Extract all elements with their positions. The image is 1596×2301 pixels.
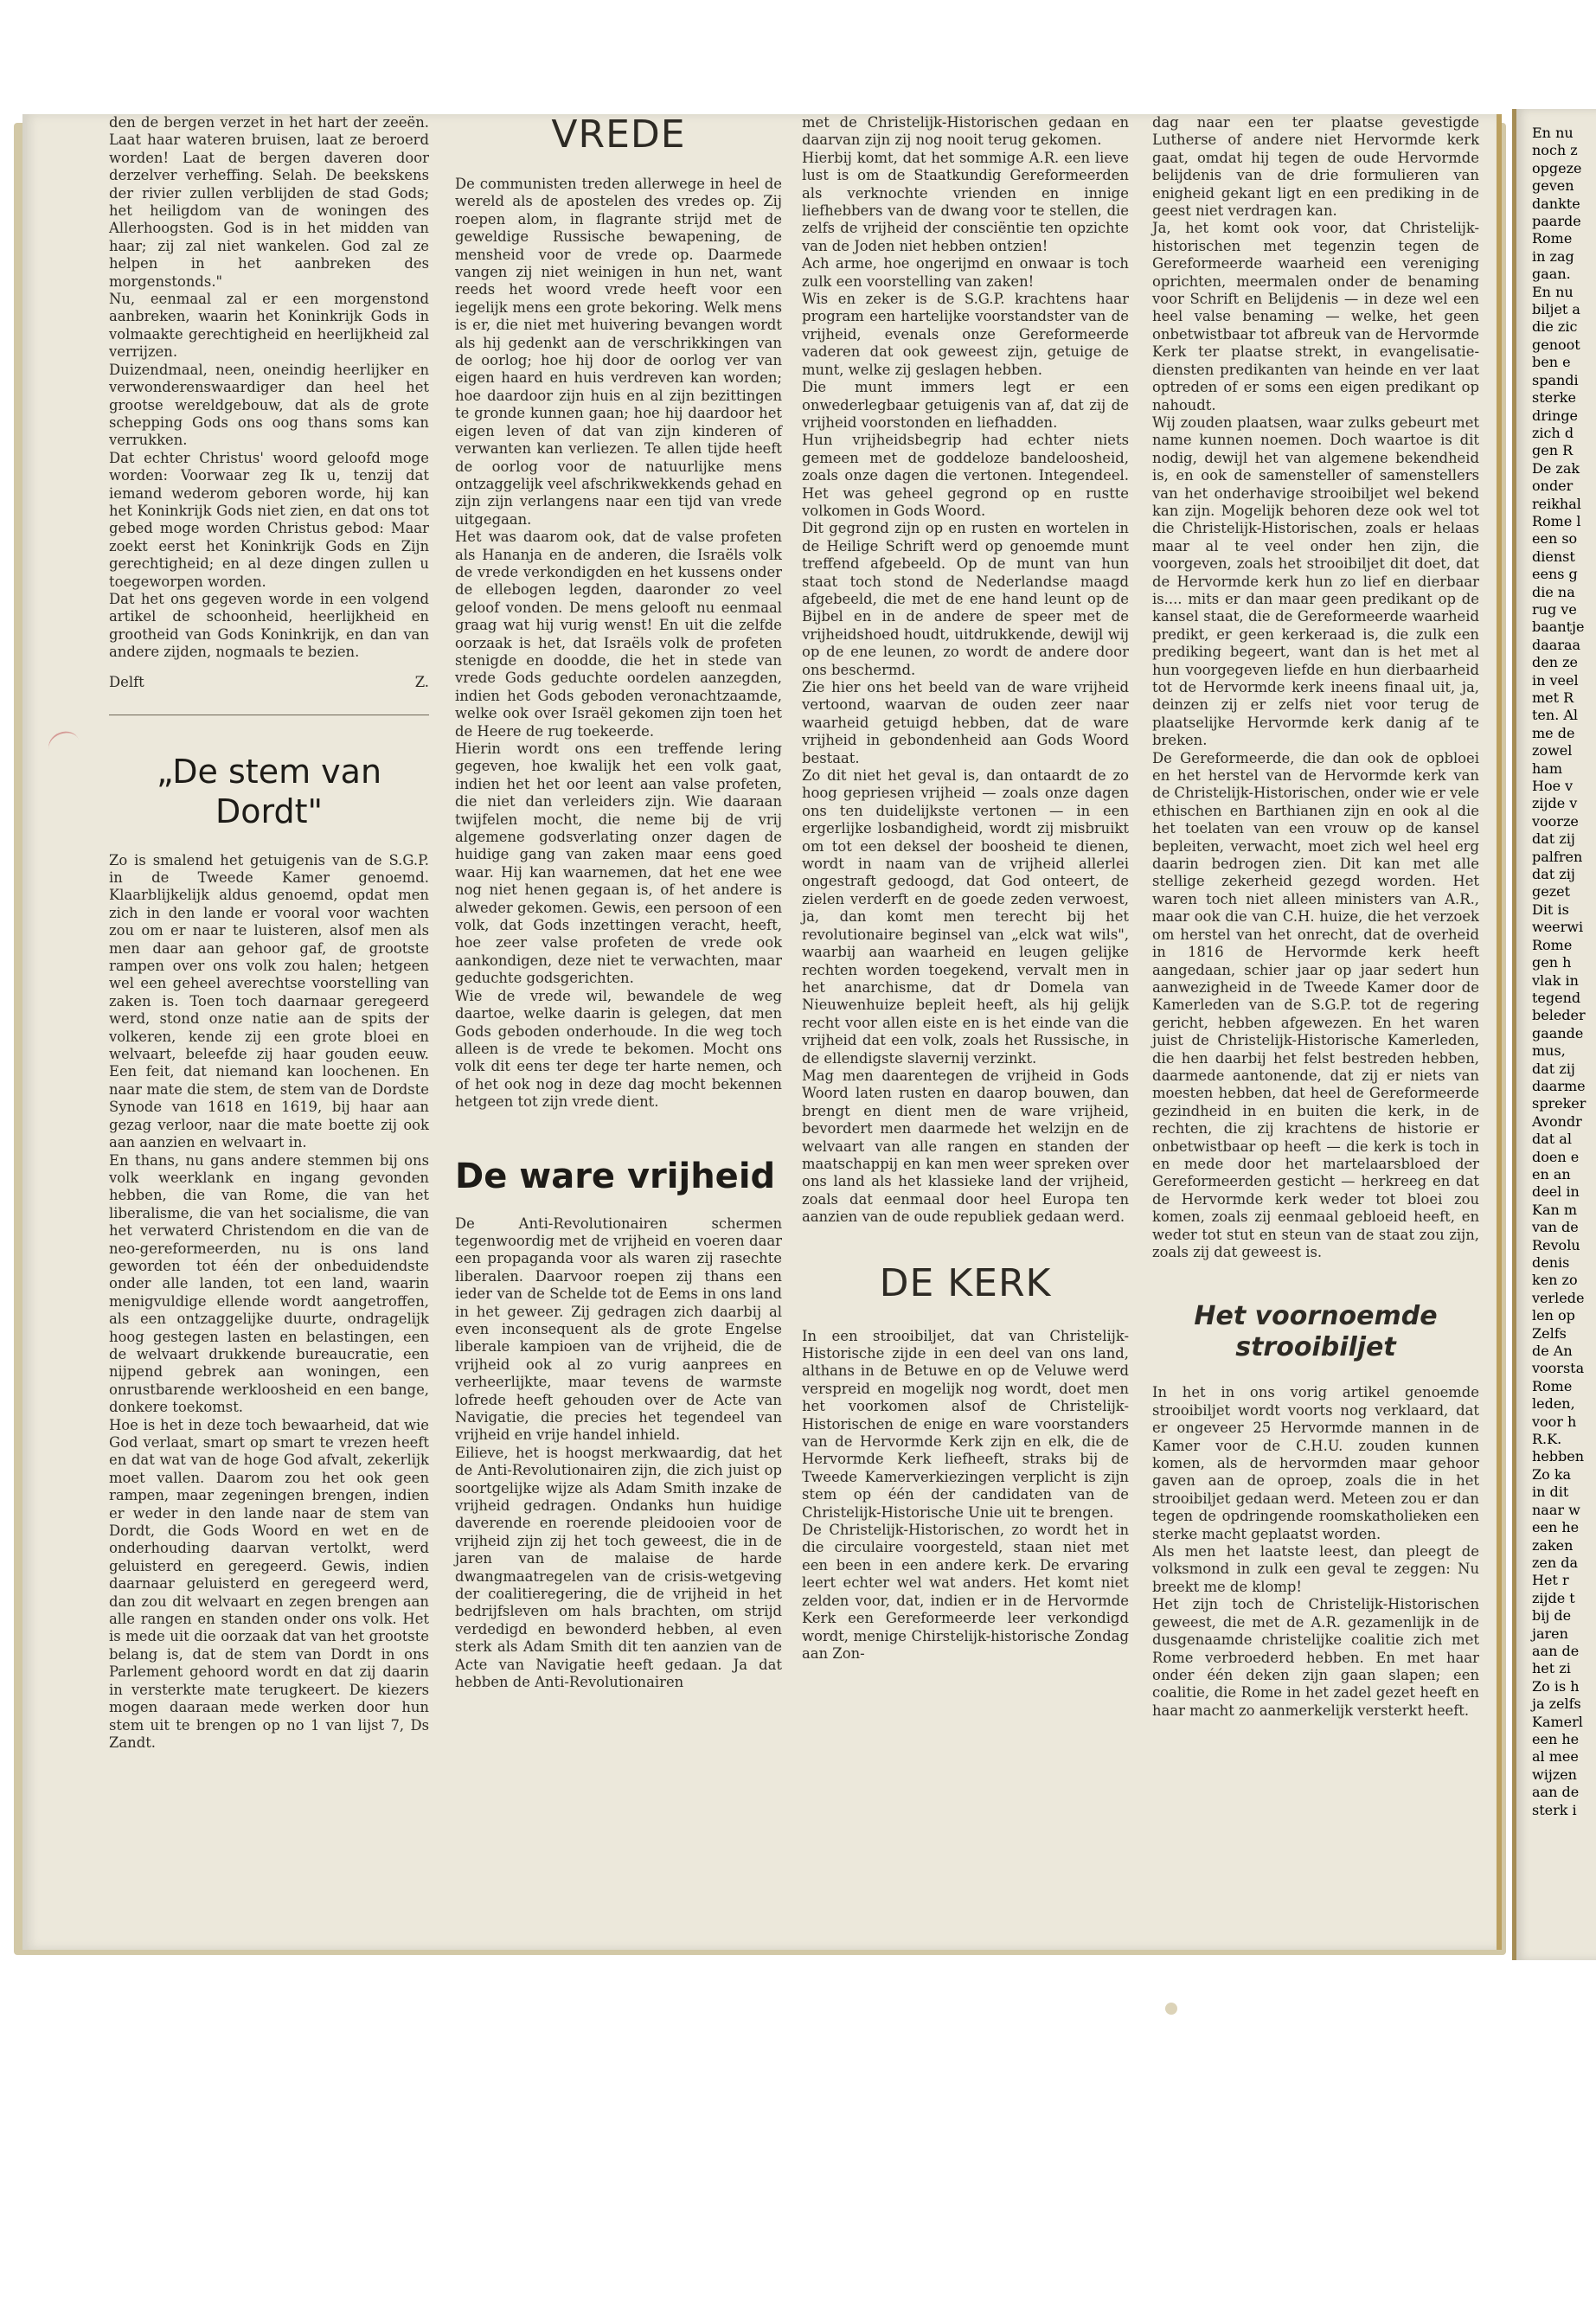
signature-line xyxy=(109,674,429,690)
paragraph: Wie de vrede wil, bewandele de weg daartoe, welke daarin is gelegen, dat men Gods geboden onderhoude. In die weg toch alleen is de vrede te bekomen. Mocht ons volk dit eens ter dege ter harte nemen, och of het ook nog in deze dag mocht bekennen hetgeen tot zijn vrede dient. xyxy=(455,987,782,1111)
adjacent-page-line: vlak in xyxy=(1532,971,1579,989)
paragraph: Duizendmaal, neen, oneindig heerlijker en verwonderenswaardiger dan heel het grootse wereldgebouw, dat als de grote schepping Gods ons oog thans soms kan verrukken. xyxy=(109,361,429,449)
paragraph: Wis en zeker is de S.G.P. krachtens haar program een hartelijke voorstandster van de vrijheid, evenals onze Gereformeerde vaderen dat ook geweest zijn, getuige de munt, welke zij geslagen hebben. xyxy=(802,291,1129,378)
paragraph: Hun vrijheidsbegrip had echter niets gemeen met de goddeloze bandeloosheid, zoals onze dagen die vertonen. Integendeel. Het was geheel gegrond op en rustte volkomen in Gods Woord. xyxy=(802,432,1129,519)
adjacent-page-line: die na xyxy=(1532,583,1575,600)
adjacent-page-line: Zo is h xyxy=(1532,1677,1580,1695)
adjacent-page-line: rug ve xyxy=(1532,600,1577,618)
adjacent-page-line: Kan m xyxy=(1532,1201,1578,1218)
adjacent-page-line: jaren xyxy=(1532,1625,1568,1642)
adjacent-page-line: genoot xyxy=(1532,336,1580,353)
adjacent-page-line: zowel xyxy=(1532,742,1573,760)
adjacent-page-line: het zi xyxy=(1532,1660,1571,1677)
paragraph: Dit gegrond zijn op en rusten en wortelen in de Heilige Schrift werd op genoemde munt treffend afgebeeld. Op de munt van hun staat toch stond de Nederlandse maagd afgebeeld, die met de ene hand leunt op de Bijbel en in de andere de speer met de vrijheidshoed houdt, uitdrukkende, dewijl wij op de ene leunen, zo wordt de andere door ons beschermd. xyxy=(802,520,1129,678)
adjacent-page-line: Avondr xyxy=(1532,1112,1582,1130)
paragraph: Hoe is het in deze toch bewaarheid, dat wie God verlaat, smart op smart te vrezen heeft en dat wat van de hoge God afvalt, zekerlijk moet vallen. Daarom zou het ook geen rampen, maar zegeningen brengen, indien er weder in den lande naar de stem van Dordt, die Gods Woord en wet en de onderhouding daarvan vertolkt, werd geluisterd en geregeerd. Gewis, indien daarnaar geluisterd en geregeerd werd, dan zou dit welvaart en zegen brengen aan alle rangen en standen onder ons volk. Het is mede uit die oorzaak dat van het grootste belang is, dat de stem van Dordt in ons Parlement gehoord wordt en dat zij daarin in versterkte mate terugkeert. De kiezers mogen daaraan mede werken door hun stem uit te brengen op no 1 van lijst 7, Ds Zandt. xyxy=(109,1416,429,1751)
adjacent-page-line: voorze xyxy=(1532,812,1579,830)
paragraph: Dat echter Christus' woord geloofd moge worden: Voorwaar zeg Ik u, tenzij dat iemand wederom geboren worde, hij kan het Koninkrijk Gods niet zien, en dat ons tot gebed moge worden Christus gebod: Maar zoekt eerst het Koninkrijk Gods en Zijn gerechtigheid; en al deze dingen zullen u toegeworpen worden. xyxy=(109,449,429,590)
adjacent-page-line: zijde v xyxy=(1532,795,1578,812)
adjacent-page-line: gaande xyxy=(1532,1024,1584,1042)
adjacent-page-line: voorsta xyxy=(1532,1360,1585,1377)
adjacent-page-line: me de xyxy=(1532,724,1575,741)
adjacent-page-line: aan de xyxy=(1532,1784,1580,1801)
adjacent-page-line: doen e xyxy=(1532,1148,1580,1165)
adjacent-page-line: dat al xyxy=(1532,1131,1572,1148)
adjacent-page-line: aan de xyxy=(1532,1642,1580,1659)
adjacent-page-line: een he xyxy=(1532,1519,1580,1536)
adjacent-page-line: gen R xyxy=(1532,442,1574,459)
adjacent-page-line: die zic xyxy=(1532,318,1578,336)
adjacent-page-line: ten. Al xyxy=(1532,707,1579,724)
paragraph: Zo is smalend het getuigenis van de S.G.P. in de Tweede Kamer genoemd. Klaarblijkelijk aldus genoemd, opdat men zich in den lande er vooral voor wachten zou om er naar te luisteren, alsof men als men daar aan gehoor gaf, de grootste rampen over ons volk zou halen; hetgeen wel een geheel averechtse voorstelling van zaken is. Toen toch daarnaar geregeerd werd, stond onze natie aan de spits der volkeren, kende zij een grote bloei en welvaart, beleefde zij haar gouden eeuw. Een feit, dat niemand kan loochenen. En naar mate die stem, de stem van de Dordste Synode van 1618 en 1619, bij haar aan gezag verloor, naar die mate boette zij ook aan aanzien en welvaart in. xyxy=(109,851,429,1151)
adjacent-page-line: ben e xyxy=(1532,354,1571,371)
paragraph: Het was daarom ook, dat de valse profeten als Hananja en de anderen, die Israëls volk de vrede verkondigden en het kussens onder de ellebogen legden, daaronder zo veel geloof vonden. De mens gelooft nu eenmaal graag wat hij vurig wenst! En uit die zelfde oorzaak is het, dat Israëls volk de profeten stenigde en doodde, die het in stede van vrede Gods geduchte oordelen aanzegden, indien het Gods geboden veronachtzaamde, welke ook over Israël gekomen zijn toen het de Heere de rug toekeerde. xyxy=(455,529,782,740)
adjacent-page-line: paarde xyxy=(1532,213,1581,230)
adjacent-page-line: in veel xyxy=(1532,671,1579,689)
adjacent-page-line: baantje xyxy=(1532,619,1585,636)
adjacent-page-line: reikhal xyxy=(1532,495,1581,512)
adjacent-page-line: palfren xyxy=(1532,848,1583,865)
column-4 xyxy=(1152,114,1479,1720)
paragraph: Wij zouden plaatsen, waar zulks gebeurt met name kunnen noemen. Doch waartoe is dit nodig, dewijl het van algemene bekendheid is, en ook de samensteller of samenstellers van het onderhavige strooibiljet wel bekend kan zijn. Mogelijk behoren deze ook wel tot die Christelijk-Historischen, zoals er helaas maar al te veel onder hen zijn, die voorgeven, zoals het strooibiljet dit doet, dat de Hervormde kerk hun zo lief en dierbaar is.... mits er dan maar geen predikant op de kansel staat, die de Gereformeerde waarheid predikt, er geen kerkeraad is, die zulk een prediking begeert, want dan is het met al hun voorgegeven liefde en hun dierbaarheid tot de Hervormde kerk ineens finaal uit, ja, deinzen zij er zelfs niet voor terug de plaatselijke Hervormde kerk danig af te breken. xyxy=(1152,413,1479,749)
adjacent-page-line: de An xyxy=(1532,1343,1573,1360)
adjacent-page-line: van de xyxy=(1532,1219,1579,1236)
adjacent-page-line: daaraa xyxy=(1532,636,1581,653)
adjacent-page-line: daarme xyxy=(1532,1077,1586,1094)
adjacent-page-line: opgeze xyxy=(1532,159,1582,176)
column-1 xyxy=(109,114,429,1752)
adjacent-page-text xyxy=(1532,125,1596,1819)
adjacent-page-line: onder xyxy=(1532,478,1574,495)
headline-voornoemde-strooibiljet: Het voornoemde strooibiljet xyxy=(1194,1301,1438,1363)
paragraph: dag naar een ter plaatse gevestigde Lutherse of andere niet Hervormde kerk gaat, omdat hij tegen de oude Hervormde belijdenis van de drie formulieren van enigheid gekant ligt en een prediking in de geest niet verdragen kan. xyxy=(1152,114,1479,220)
adjacent-page-edge xyxy=(1512,109,1596,1960)
adjacent-page-line: En nu xyxy=(1532,283,1574,300)
adjacent-page-line: den ze xyxy=(1532,654,1578,671)
adjacent-page-line: mus, xyxy=(1532,1042,1566,1060)
adjacent-page-line: voor h xyxy=(1532,1413,1577,1430)
adjacent-page-line: in dit xyxy=(1532,1484,1569,1501)
adjacent-page-line: sterk i xyxy=(1532,1801,1577,1818)
adjacent-page-line: spandi xyxy=(1532,371,1579,388)
adjacent-page-line: dringe xyxy=(1532,407,1579,424)
adjacent-page-line: een he xyxy=(1532,1730,1580,1747)
adjacent-page-line: Zo ka xyxy=(1532,1465,1572,1483)
paragraph: Eilieve, het is hoogst merkwaardig, dat het de Anti-Revolutionairen zijn, die zich juist op soortgelijke wijze als Adam Smith inzake de vrijheid gedragen. Ondanks hun huidige daverende en roerende pleidooien voor de vrijheid zijn zij het toch geweest, die in de jaren van de malaise de harde dwangmaatregelen van de crisis-wetgeving der coalitieregering, die de vrijheid in het bedrijfsleven om hals brachten, om strijd verdedigd en bewonderd hebben, al even sterk als Adam Smith dit ten aanzien van de Acte van Navigatie heeft gedaan. Ja dat hebben de Anti-Revolutionairen xyxy=(455,1444,782,1691)
adjacent-page-line: zen da xyxy=(1532,1554,1579,1571)
paragraph: Het zijn toch de Christelijk-Historischen geweest, die met de A.R. gezamenlijk in de dusgenaamde christelijke coalitie zich met Rome verbroederd hebben. En met haar onder één deken zijn gaan slapen; een coalitie, die Rome in het zadel gezet heeft en haar macht zo aanmerkelijk versterkt heeft. xyxy=(1152,1596,1479,1719)
adjacent-page-line: zich d xyxy=(1532,424,1574,441)
paragraph: In het in ons vorig artikel genoemde strooibiljet wordt voorts nog verklaard, dat er ongeveer 25 Hervormde mannen in de Kamer voor de C.H.U. zouden kunnen komen, als de hervormden maar gehoor gaven aan de oproep, zoals die in het strooibiljet gedaan werd. Meteen zou er dan tegen de opdringende roomskatholieken een sterke macht geplaatst worden. xyxy=(1152,1384,1479,1542)
adjacent-page-line: weerwi xyxy=(1532,919,1584,936)
headline-vrede: VREDE xyxy=(551,112,686,157)
adjacent-page-line: wijzen xyxy=(1532,1766,1577,1783)
paragraph: De Christelijk-Historischen, zo wordt het in die circulaire voorgesteld, staan niet met een been in een andere kerk. De ervaring leert echter wel wat anders. Het komt niet zelden voor, dat, indien er in de Hervormde Kerk een Gereformeerde leer verkondigd wordt, menige Chirstelijk-historische Zondag aan Zon- xyxy=(802,1522,1129,1662)
adjacent-page-line: gen h xyxy=(1532,954,1572,971)
adjacent-page-line: beleder xyxy=(1532,1007,1586,1024)
paragraph: Zo dit niet het geval is, dan ontaardt de zo hoog gepriesen vrijheid — zoals onze dagen ons ten duidelijkste vertonen — in een ergerlijke losbandigheid, wordt zij misbruikt om tot een deksel der boosheid te dienen, wordt in naam van de vrijheid allerlei ongestraft gedoogd, dat God onteert, de zielen verderft en de goede zeden verwoest, ja, dan komt men terecht bij het revolutionaire beginsel van „elck wat wils", waarbij aan waarheid en leugen gelijke rechten worden toegekend, vervalt men in het anarchisme, dat dr Domela van Nieuwenhuize bepleit heeft, als hij gelijk recht voor allen eiste en is het einde van die vrijheid dat een volk, zoals het Russische, in de ellendigste slavernij verzinkt. xyxy=(802,767,1129,1067)
adjacent-page-line: Hoe v xyxy=(1532,778,1574,795)
adjacent-page-line: gezet xyxy=(1532,883,1571,901)
adjacent-page-line: met R xyxy=(1532,689,1574,706)
adjacent-page-line: De zak xyxy=(1532,459,1580,477)
adjacent-page-line: noch z xyxy=(1532,142,1578,159)
adjacent-page-line: ken zo xyxy=(1532,1272,1578,1289)
adjacent-page-line: eens g xyxy=(1532,566,1578,583)
adjacent-page-line: biljet a xyxy=(1532,301,1580,318)
adjacent-page-line: spreker xyxy=(1532,1095,1586,1112)
headline-de-kerk: DE KERK xyxy=(879,1260,1052,1305)
adjacent-page-line: bij de xyxy=(1532,1607,1572,1625)
adjacent-page-line: R.K. xyxy=(1532,1431,1562,1448)
adjacent-page-line: leden, xyxy=(1532,1395,1575,1413)
place-name: Delft xyxy=(109,673,144,690)
adjacent-page-line: Rome xyxy=(1532,230,1573,247)
adjacent-page-line: Kamerl xyxy=(1532,1713,1583,1730)
adjacent-page-line: dat zij xyxy=(1532,1060,1575,1077)
adjacent-page-line: Rome l xyxy=(1532,512,1581,529)
author-initial: Z. xyxy=(414,673,429,690)
adjacent-page-line: sterke xyxy=(1532,389,1576,407)
adjacent-page-line: dat zij xyxy=(1532,866,1575,883)
adjacent-page-line: geven xyxy=(1532,177,1574,195)
adjacent-page-line: len op xyxy=(1532,1307,1575,1324)
column-3 xyxy=(802,114,1129,1663)
adjacent-page-line: tegend xyxy=(1532,989,1581,1006)
adjacent-page-line: denis xyxy=(1532,1254,1570,1271)
adjacent-page-line: Rome xyxy=(1532,1377,1573,1394)
paragraph: De Anti-Revolutionairen schermen tegenwoordig met de vrijheid en voeren daar een propaganda voor als waren zij rasechte liberalen. Daarvoor roepen zij thans een ieder van de Schelde tot de Eems in ons land in het geweer. Zij gedragen zich daarbij al even inconsequent als de grote Engelse liberale kampioen van de vrijheid, die de vrijheid ook al zo vurig aanprees en verheerlijkte, maar tevens de warmste lofrede heeft gehouden over de Acte van Navigatie, die precies het tegendeel van vrijheid en vrije handel inhield. xyxy=(455,1215,782,1444)
paragraph: Ach arme, hoe ongerijmd en onwaar is toch zulk een voorstelling van zaken! xyxy=(802,255,1129,290)
paragraph: Zie hier ons het beeld van de ware vrijheid vertoond, waarvan de ouden zeer naar waarheid getuigd hebben, dat de ware vrijheid in gebondenheid aan Gods Woord bestaat. xyxy=(802,679,1129,766)
adjacent-page-line: ham xyxy=(1532,760,1563,777)
paragraph: den de bergen verzet in het hart der zeeën. Laat haar wateren bruisen, laat ze beroerd worden! Laat de bergen daveren door derzelver verheffing. Selah. De beekskens der rivier zullen verblijden de stad Gods; het heiligdom van de woningen des Allerhoogsten. God is in het midden van haar; zij zal niet wankelen. God zal ze helpen in het aanbreken des morgenstonds." xyxy=(109,114,429,290)
adjacent-page-line: deel in xyxy=(1532,1183,1580,1201)
adjacent-page-line: dankte xyxy=(1532,195,1580,212)
paragraph: De communisten treden allerwege in heel de wereld als de apostelen des vredes op. Zij roepen alom, in flagrante strijd met de geweldige Russische bewapening, de mensheid voor de vrede op. Daarmede vangen zij niet weinigen in hun net, want reeds het woord vrede heeft voor een iegelijk mens een grote bekoring. Welk mens is er, die niet met huivering bevangen wordt als hij gedenkt aan de verschrikkingen van de oorlog; hoe hij door de oorlog ver van eigen haard en huis verdreven kan worden; hoe daardoor zijn huis en al zijn bezittingen te gronde kunnen gaan; hoe hij daardoor het eigen leven of dat van zijn kinderen of verwanten kan verliezen. Te allen tijde heeft de oorlog voor de natuurlijke mens ontzaggelijk veel afschrikwekkends gehad en zijn zijn verlangens naar een tijd van vrede uitgegaan. xyxy=(455,176,782,528)
paragraph: Mag men daarentegen de vrijheid in Gods Woord laten rusten en daarop bouwen, dan brengt en dient men de ware vrijheid, bevordert men daarmede het welzijn en de welvaart van alle rangen en standen der maatschappij en kan men weer spreken over ons land als het klassieke land der vrijheid, zoals dat eenmaal door heel Europa ten aanzien van de oude republiek gedaan werd. xyxy=(802,1067,1129,1226)
adjacent-page-line: ja zelfs xyxy=(1532,1695,1581,1713)
column-2 xyxy=(455,114,782,1692)
adjacent-page-line: verlede xyxy=(1532,1289,1585,1306)
adjacent-page-line: een so xyxy=(1532,530,1578,548)
paragraph: Nu, eenmaal zal er een morgenstond aanbreken, waarin het Koninkrijk Gods in volmaakte gerechtigheid en heerlijkheid zal verrijzen. xyxy=(109,291,429,361)
paragraph: Als men het laatste leest, dan pleegt de volksmond in zulk een geval te zeggen: Nu breekt me de klomp! xyxy=(1152,1543,1479,1595)
adjacent-page-line: dienst xyxy=(1532,548,1575,565)
adjacent-page-line: Zelfs xyxy=(1532,1324,1567,1342)
paragraph: In een strooibiljet, dat van Christelijk-Historische zijde in een deel van ons land, althans in de Betuwe en op de Veluwe werd verspreid en mogelijk nog wordt, doet men het voorkomen alsof de Christelijk-Historischen de enige en ware voorstanders van de Hervormde Kerk zijn en elk, die de Hervormde Kerk liefheeft, straks bij de Tweede Kamerverkiezingen verplicht is zijn stem op één der candidaten van de Christelijk-Historische Unie uit te brengen. xyxy=(802,1327,1129,1521)
adjacent-page-line: al mee xyxy=(1532,1748,1579,1766)
adjacent-page-line: hebben xyxy=(1532,1448,1585,1465)
adjacent-page-line: zijde t xyxy=(1532,1589,1575,1606)
paragraph: Ja, het komt ook voor, dat Christelijk-historischen met tegenzin tegen de Gereformeerde waarheid een vereniging oprichten, meermalen onder de benaming voor Schrift en Belijdenis — in deze wel een heel valse benaming — welke, het geen onbetwistbaar tot afbreuk van de Hervormde Kerk ter plaatse strekt, in evangelisatie-diensten predikanten van heinde en ver laat optreden of er soms een eigen predikant op nahoudt. xyxy=(1152,220,1479,413)
paragraph: Hierbij komt, dat het sommige A.R. een lieve lust is om de Staatkundig Gereformeerden als verknochte vrienden en innige liefhebbers van de dwang voor te stellen, die zelfs de vrijheid der consciëntie ten opzichte van de Joden niet hebben ontzien! xyxy=(802,149,1129,254)
headline-ware-vrijheid: De ware vrijheid xyxy=(455,1156,776,1196)
page-spot xyxy=(1165,2003,1177,2015)
adjacent-page-line: Dit is xyxy=(1532,901,1569,918)
paragraph: En thans, nu gans andere stemmen bij ons volk weerklank en ingang gevonden hebben, die van Rome, die van het liberalisme, die van het socialisme, die van het verwaterd Christendom en die van de neo-gereformeerden, nu is ons land geworden tot één der onbeduidendste onder alle landen, tot een land, waarin menigvuldige ellende wordt aangetroffen, als een ontzaggelijke duurte, ondragelijk hoog gestegen lasten en belastingen, een de welvaart drukkende bureaucratie, een nijpend gebrek aan woningen, een onrustbarende werkloosheid en een bange, donkere toekomst. xyxy=(109,1151,429,1416)
adjacent-page-line: dat zij xyxy=(1532,830,1575,848)
adjacent-page-line: zaken xyxy=(1532,1536,1574,1554)
paragraph: Die munt immers legt er een onwederlegbaar getuigenis van af, dat zij de vrijheid voorstonden en liefhadden. xyxy=(802,379,1129,431)
adjacent-page-line: Revolu xyxy=(1532,1236,1580,1253)
headline-stem-van-dordt: „De stem van Dordt" xyxy=(156,752,382,830)
adjacent-page-line: naar w xyxy=(1532,1501,1580,1518)
adjacent-page-line: Het r xyxy=(1532,1572,1569,1589)
paragraph: De Gereformeerde, die dan ook de opbloei en het herstel van de Hervormde kerk van de Christelijk-Historischen, onder wie er vele ethischen en Barthianen zijn en ook al die het toelaten van een vrouw op de kansel bepleiten, verwacht, moet zich wel heel erg daarin bedrogen zien. Dit kan met alle stellige zekerheid gezegd worden. Het waren toch niet alleen ministers van A.R., maar ook die van C.H. huize, die het verzoek om herstel van het onrecht, dat de overheid in 1816 de Hervormde kerk heeft aangedaan, schier jaar op jaar sedert hun aanwezigheid in de Tweede Kamer door de Kamerleden van de S.G.P. tot de regering gericht, hebben afgewezen. En het waren juist de Christelijk-Historische Kamerleden, die hen daarbij het felst bestreden hebben, daarmede aantonende, dat zij er niets van moesten hebben, dat heel de Gereformeerde gezindheid in en buiten die kerk, in de rechten, die zij krachtens de historie er onbetwistbaar op heeft — die kerk is toch in en mede door het martelaarsbloed der Gereformeerden gesticht — herkreeg en dat de Hervormde kerk weder tot bloei zou komen, zoals zij eenmaal gebloeid heeft, en weder tot stut en steun van de staat zou zijn, zoals zij dat geweest is. xyxy=(1152,749,1479,1260)
adjacent-page-line: En nu xyxy=(1532,125,1574,141)
paragraph: Dat het ons gegeven worde in een volgend artikel de schoonheid, heerlijkheid en grootheid van Gods Koninkrijk, en dan van andere zijden, nogmaals te bezien. xyxy=(109,590,429,661)
adjacent-page-line: Rome xyxy=(1532,936,1573,953)
adjacent-page-line: en an xyxy=(1532,1165,1571,1183)
adjacent-page-line: in zag xyxy=(1532,247,1574,265)
adjacent-page-line: gaan. xyxy=(1532,266,1571,283)
paragraph: Hierin wordt ons een treffende lering gegeven, hoe kwalijk het een volk gaat, indien het het oor leent aan valse profeten, die niet dan verleiders zijn. Wie daaraan twijfelen mocht, die neme bij de vrij algemene godsverlating onzer dagen de huidige gang van zaken maar eens goed waar. Hij kan waarnemen, dat het ene wee nog niet henen gegaan is, of het andere is alweder gekomen. Gewis, een persoon of een volk, dat Gods inzettingen veracht, heeft, hoe zeer valse profeten de vrede ook aankondigen, deze niet te verwachten, maar geduchte godsgerichten. xyxy=(455,740,782,987)
paragraph: met de Christelijk-Historischen gedaan en daarvan zijn zij nog nooit terug gekomen. xyxy=(802,114,1129,149)
